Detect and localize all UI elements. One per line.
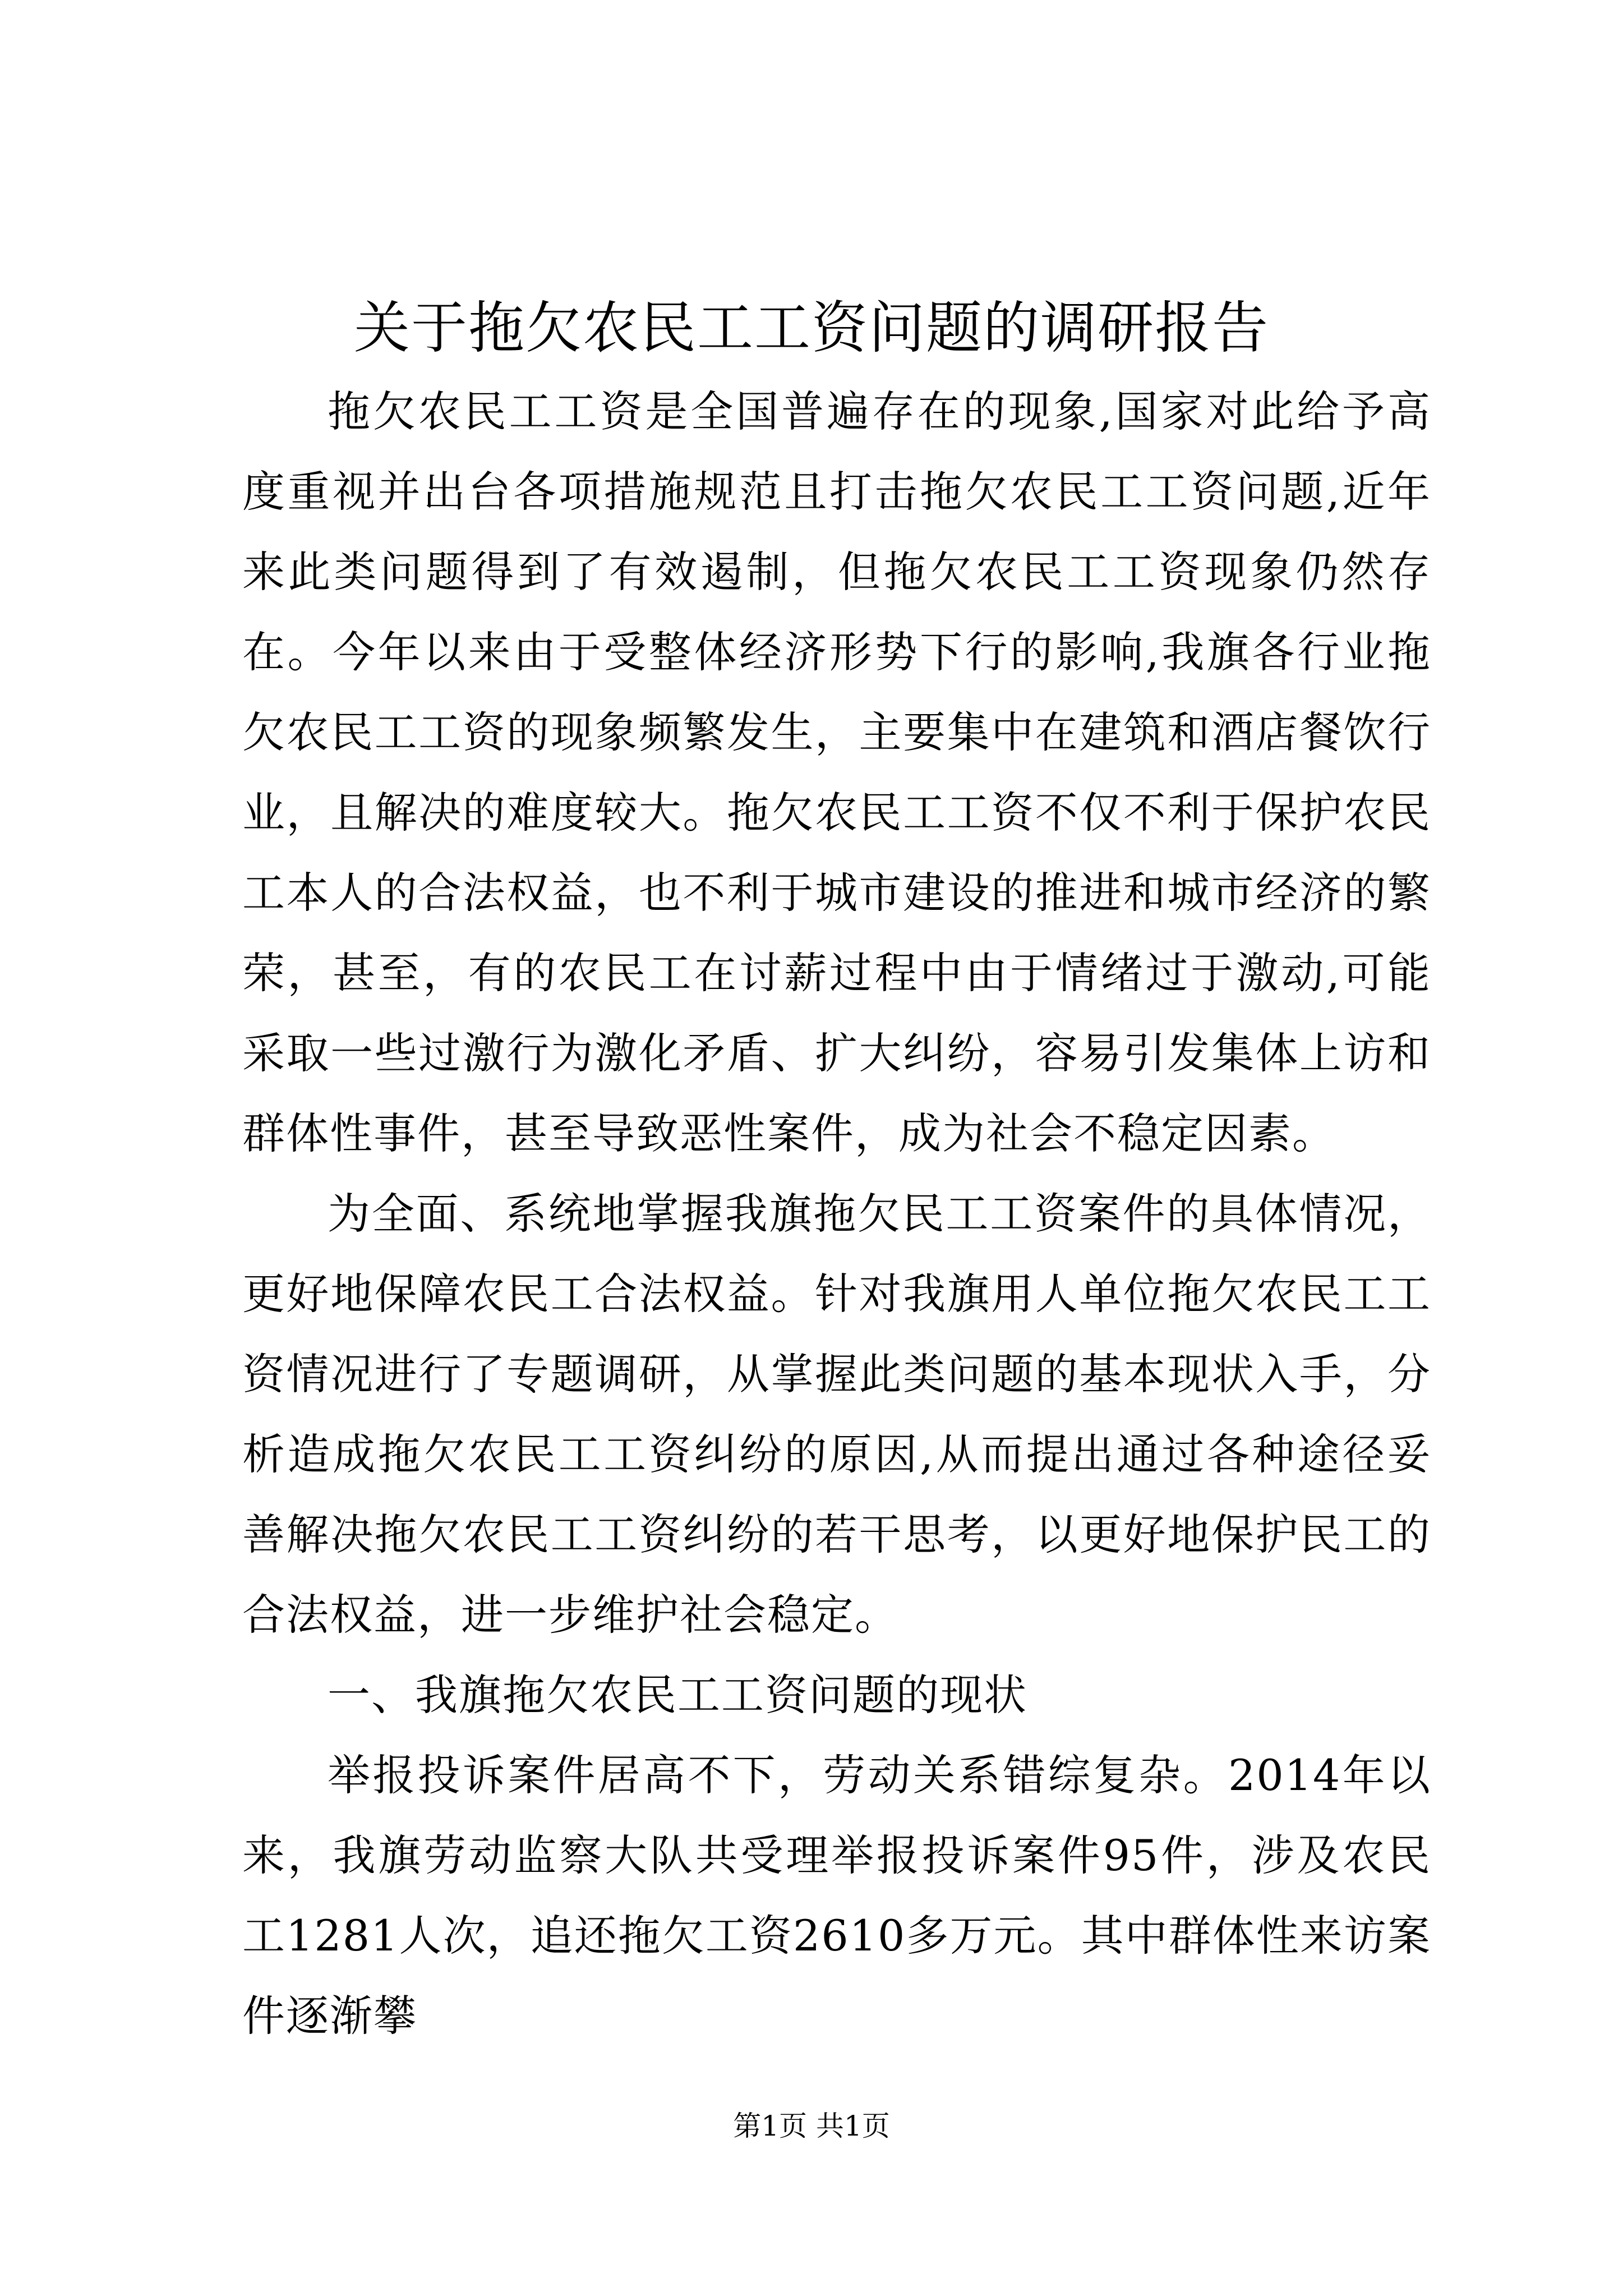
paragraph-intro: 拖欠农民工工资是全国普遍存在的现象,国家对此给予高度重视并出台各项措施规范且打击拖欠农民工工资问题,近年来此类问题得到了有效遏制，但拖欠农民工工资现象仍然存在。今年以来由于受整体经济形势下行的影响,我旗各行业拖欠农民工工资的现象频繁发生，主要集中在建筑和酒店餐饮行业，且解决的难度较大。拖欠农民工工资不仅不利于保护农民工本人的合法权益，也不利于城市建设的推进和城市经济的繁荣，甚至，有的农民工在讨薪过程中由于情绪过于激动,可能采取一些过激行为激化矛盾、扩大纠纷，容易引发集体上访和群体性事件，甚至导致恶性案件，成为社会不稳定因素。	[242, 386, 1431, 1158]
section-heading: 一、我旗拖欠农民工工资问题的现状	[328, 1670, 1027, 1720]
document-title: 关于拖欠农民工工资问题的调研报告	[354, 295, 1269, 361]
page-footer: 第1页 共1页	[733, 2110, 890, 2142]
paragraph-purpose: 为全面、系统地掌握我旗拖欠民工工资案件的具体情况，更好地保障农民工合法权益。针对我旗用人单位拖欠农民工工资情况进行了专题调研，从掌握此类问题的基本现状入手，分析造成拖欠农民工工资纠纷的原因,从而提出通过各种途径妥善解决拖欠农民工工资纠纷的若干思考，以更好地保护民工的合法权益，进一步维护社会稳定。	[242, 1189, 1431, 1640]
paragraph-status: 举报投诉案件居高不下，劳动关系错综复杂。2014年以来，我旗劳动监察大队共受理举报投诉案件95件，涉及农民工1281人次，追还拖欠工资2610多万元。其中群体性来访案件逐渐攀	[242, 1750, 1431, 2041]
document-body	[242, 371, 1431, 2056]
